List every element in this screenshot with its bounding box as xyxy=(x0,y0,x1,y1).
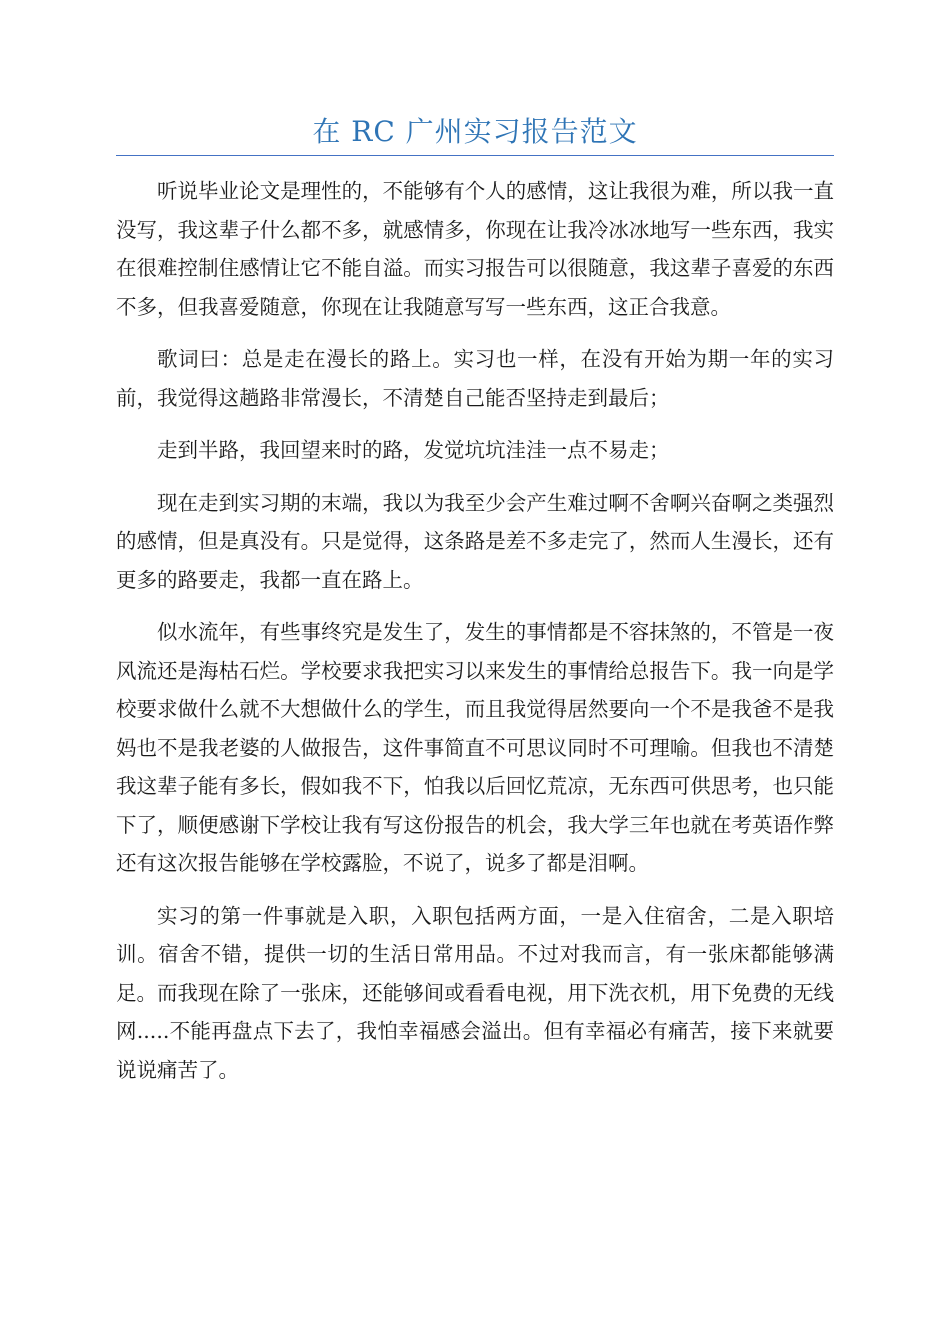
document-body xyxy=(116,172,834,1103)
paragraph-3: 走到半路，我回望来时的路，发觉坑坑洼洼一点不易走； xyxy=(157,438,670,462)
paragraph-5: 似水流年，有些事终究是发生了，发生的事情都是不容抹煞的，不管是一夜风流还是海枯石烂。学校要求我把实习以来发生的事情给总报告下。我一向是学校要求做什么就不大想做什么的学生，而且我觉得居然要向一个不是我爸不是我妈也不是我老婆的人做报告，这件事简直不可思议同时不可理喻。但我也不清楚我这辈子能有多长，假如我不下，怕我以后回忆荒凉，无东西可供思考，也只能下了，顺便感谢下学校让我有写这份报告的机会，我大学三年也就在考英语作弊还有这次报告能够在学校露脸，不说了，说多了都是泪啊。 xyxy=(116,620,834,875)
title-underline xyxy=(116,155,834,156)
paragraph-2: 歌词曰：总是走在漫长的路上。实习也一样，在没有开始为期一年的实习前，我觉得这趟路非常漫长，不清楚自己能否坚持走到最后； xyxy=(116,347,834,410)
paragraph-1: 听说毕业论文是理性的，不能够有个人的感情，这让我很为难，所以我一直没写，我这辈子什么都不多，就感情多，你现在让我冷冰冰地写一些东西，我实在很难控制住感情让它不能自溢。而实习报告可以很随意，我这辈子喜爱的东西不多，但我喜爱随意，你现在让我随意写写一些东西，这正合我意。 xyxy=(116,179,834,319)
paragraph-6: 实习的第一件事就是入职，入职包括两方面，一是入住宿舍，二是入职培训。宿舍不错，提供一切的生活日常用品。不过对我而言，有一张床都能够满足。而我现在除了一张床，还能够间或看看电视，用下洗衣机，用下免费的无线网.....不能再盘点下去了，我怕幸福感会溢出。但有幸福必有痛苦，接下来就要说说痛苦了。 xyxy=(116,903,834,1082)
document-title: 在 RC 广州实习报告范文 xyxy=(312,115,638,148)
paragraph-4: 现在走到实习期的末端，我以为我至少会产生难过啊不舍啊兴奋啊之类强烈的感情，但是真没有。只是觉得，这条路是差不多走完了，然而人生漫长，还有更多的路要走，我都一直在路上。 xyxy=(116,490,834,592)
